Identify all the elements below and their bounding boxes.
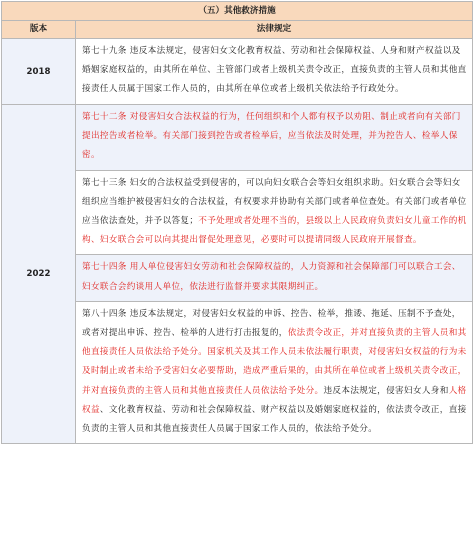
remedies-table — [1, 1, 473, 444]
table-title: （五）其他救济措施 — [2, 2, 472, 21]
law-cell-2022-article84 — [76, 302, 472, 443]
article84-text-3: 、文化教育权益、劳动和社会保障权益、财产权益以及婚姻家庭权益的，依法责令改正，直接负责的主管人员和其他直接责任人员属于国家工作人员的，依法给予处分。 — [82, 404, 467, 435]
header-law: 法律规定 — [256, 24, 292, 34]
table-header — [2, 21, 472, 39]
version-cell-2022: 2022 — [2, 105, 76, 443]
version-cell-2018: 2018 — [2, 39, 76, 104]
article84-text-2: 违反本法规定，侵害妇女人身和 — [323, 385, 449, 396]
table-row-2018 — [2, 39, 472, 105]
article84-highlight-1: 依法责令改正，并对直接负责的主管人员和其他直接责任人员依法给予处分。国家机关及其工作人员未依法履行职责，对侵害妇女权益的行为未及时制止或者未给予受害妇女必要帮助，造成严重后果的，由其所在单位或者上级机关责令改正，并对直接负责的主管人员和其他直接责任人员依法给予处分。 — [82, 328, 467, 396]
law-cell-2022-article73 — [76, 171, 472, 256]
law-cell-2022-article74: 第七十四条 用人单位侵害妇女劳动和社会保障权益的，人力资源和社会保障部门可以联合工会、妇女联合会约谈用人单位，依法进行监督并要求其限期纠正。 — [76, 255, 472, 301]
article73-text: 第七十三条 妇女的合法权益受到侵害的，可以向妇女联合会等妇女组织求助。妇女联合会等妇女组织应当维护被侵害妇女的合法权益，有权要求并协助有关部门或者单位查处。有关部门或者单位应当依法查处，并予以答复； — [82, 177, 467, 227]
article84-highlight-2: 人格权益 — [82, 385, 467, 415]
header-version: 版本 — [2, 21, 76, 38]
article84-text-1: 第八十四条 违反本法规定，对侵害妇女权益的申诉、控告、检举，推诿、拖延、压制不予查处，或者对提出申诉、控告、检举的人进行打击报复的， — [82, 308, 461, 339]
table-row-2022 — [2, 105, 472, 443]
law-cell-2022-article72: 第七十二条 对侵害妇女合法权益的行为，任何组织和个人都有权予以劝阻、制止或者向有关部门提出控告或者检举。有关部门接到控告或者检举后，应当依法及时处理，并为控告人、检举人保密。 — [76, 105, 472, 171]
law-cells-2018 — [76, 39, 472, 104]
article73-highlight: 不予处理或者处理不当的，县级以上人民政府负责妇女儿童工作的机构、妇女联合会可以向其提出督促处理意见，必要时可以提请同级人民政府开展督查。 — [82, 216, 467, 246]
law-cell-2018-article79: 第七十九条 违反本法规定，侵害妇女文化教育权益、劳动和社会保障权益、人身和财产权益以及婚姻家庭权益的，由其所在单位、主管部门或者上级机关责令改正，直接负责的主管人员和其他直接责任人员属于国家工作人员的，由其所在单位或者上级机关依法给予行政处分。 — [76, 39, 472, 104]
law-cells-2022 — [76, 105, 472, 443]
